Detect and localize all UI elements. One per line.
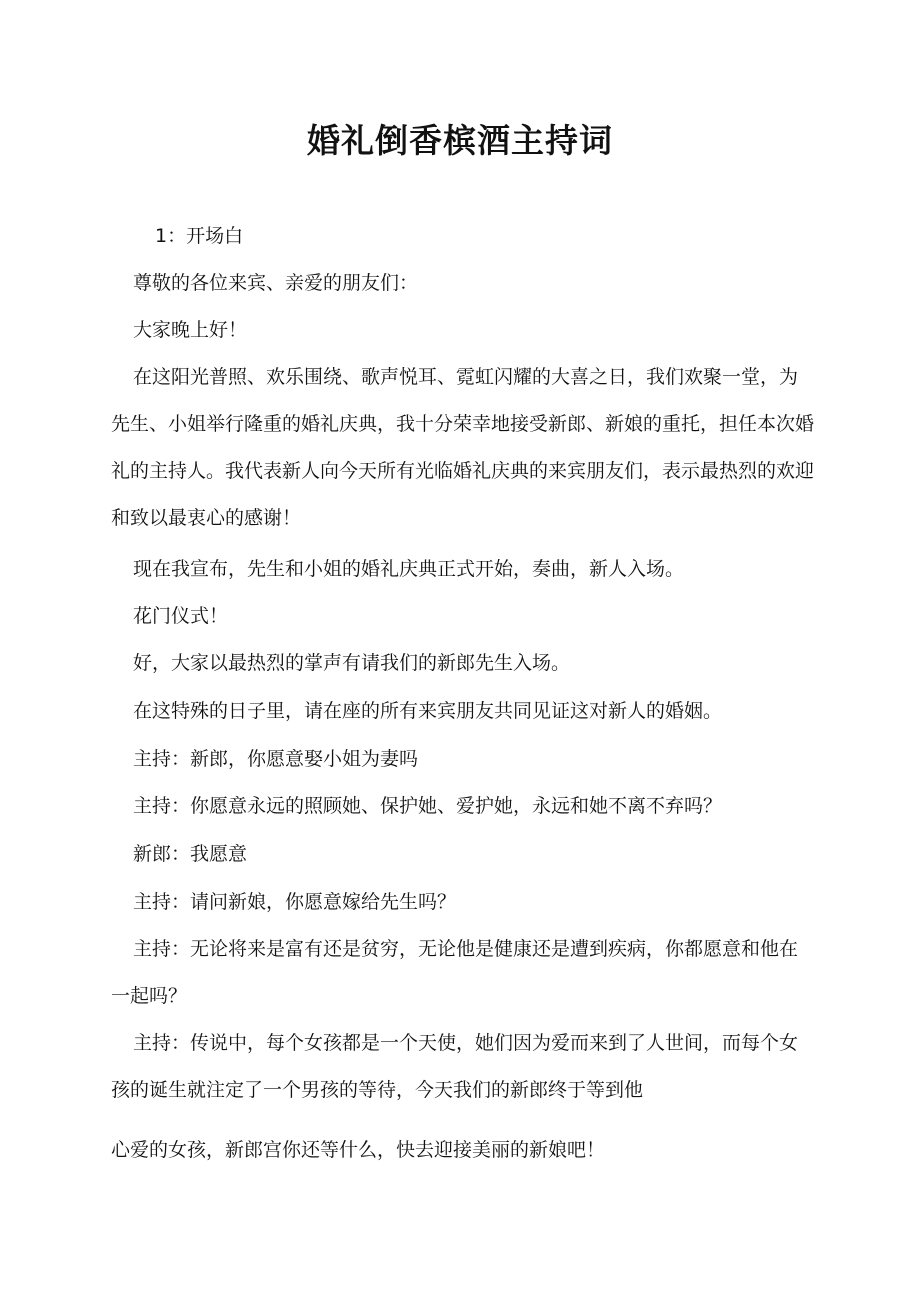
paragraph: 在这特殊的日子里，请在座的所有来宾朋友共同见证这对新人的婚姻。	[133, 700, 723, 722]
document-title: 婚礼倒香槟酒主持词	[307, 121, 613, 160]
paragraph: 主持：传说中，每个女孩都是一个天使，她们因为爱而来到了人世间，而每个女孩的诞生就注定了一个男孩的等待，今天我们的新郎终于等到他	[111, 1032, 799, 1101]
paragraph: 在这阳光普照、欢乐围绕、歌声悦耳、霓虹闪耀的大喜之日，我们欢聚一堂，为先生、小姐举行隆重的婚礼庆典，我十分荣幸地接受新郎、新娘的重托，担任本次婚礼的主持人。我代表新人向今天所有光临婚礼庆典的来宾朋友们，表示最热烈的欢迎和致以最衷心的感谢！	[111, 366, 815, 529]
paragraph: 尊敬的各位来宾、亲爱的朋友们：	[133, 272, 419, 294]
paragraph: 主持：你愿意永远的照顾她、保护她、爱护她，永远和她不离不弃吗？	[133, 795, 723, 817]
paragraph: 现在我宣布，先生和小姐的婚礼庆典正式开始，奏曲，新人入场。	[133, 558, 685, 580]
paragraph: 主持：无论将来是富有还是贫穷，无论他是健康还是遭到疾病，你都愿意和他在一起吗？	[111, 938, 799, 1007]
paragraph: 新郎：我愿意	[133, 843, 248, 865]
paragraph: 主持：请问新娘，你愿意嫁给先生吗？	[133, 891, 457, 913]
paragraph: 花门仪式！	[133, 605, 229, 627]
paragraph: 大家晚上好！	[133, 319, 248, 341]
section-heading: 1：开场白	[155, 225, 244, 247]
paragraph: 主持：新郎，你愿意娶小姐为妻吗	[133, 748, 419, 770]
paragraph: 心爱的女孩，新郎宫你还等什么，快去迎接美丽的新娘吧！	[111, 1139, 606, 1161]
paragraph: 好，大家以最热烈的掌声有请我们的新郎先生入场。	[133, 652, 571, 674]
